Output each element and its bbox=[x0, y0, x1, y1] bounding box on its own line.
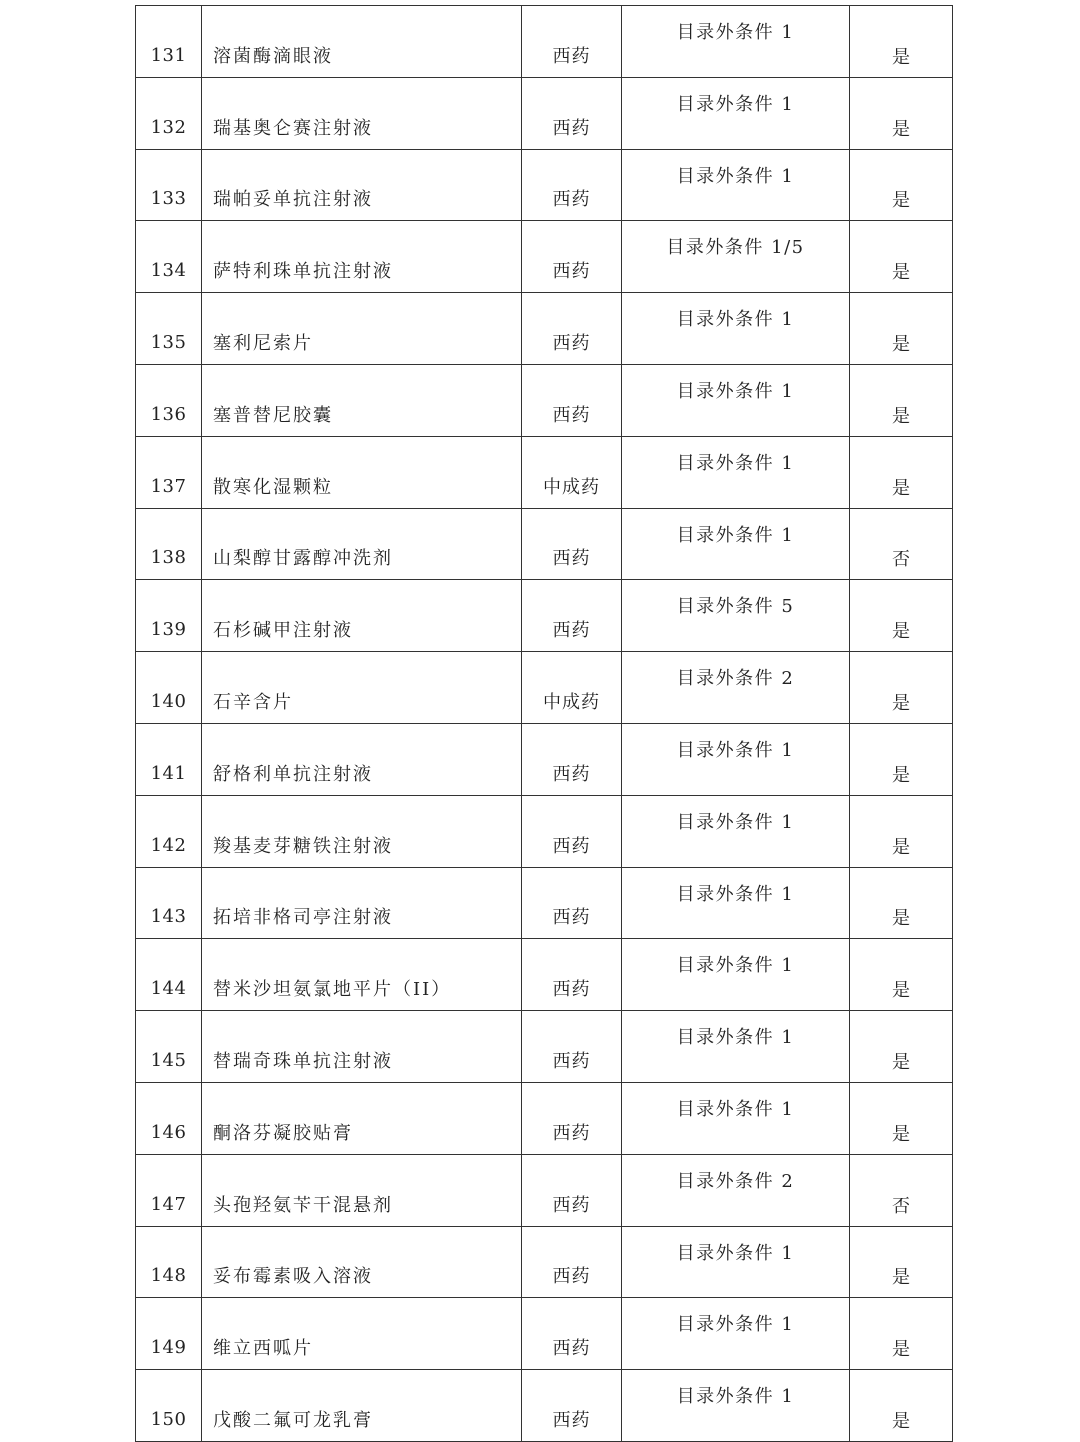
drug-name: 散寒化湿颗粒 bbox=[202, 436, 522, 508]
table-row bbox=[136, 1370, 953, 1442]
drug-name: 石杉碱甲注射液 bbox=[202, 580, 522, 652]
catalog-condition: 目录外条件 1 bbox=[622, 364, 850, 436]
yes-no-flag: 是 bbox=[850, 1082, 953, 1154]
drug-name: 酮洛芬凝胶贴膏 bbox=[202, 1082, 522, 1154]
drug-type: 西药 bbox=[522, 221, 622, 293]
catalog-condition: 目录外条件 1 bbox=[622, 1011, 850, 1083]
catalog-condition: 目录外条件 1 bbox=[622, 149, 850, 221]
yes-no-flag: 是 bbox=[850, 6, 953, 78]
drug-type: 西药 bbox=[522, 1154, 622, 1226]
row-number: 140 bbox=[136, 652, 202, 724]
drug-name: 溶菌酶滴眼液 bbox=[202, 6, 522, 78]
catalog-condition: 目录外条件 1 bbox=[622, 1298, 850, 1370]
row-number: 134 bbox=[136, 221, 202, 293]
table-row bbox=[136, 1011, 953, 1083]
drug-type: 西药 bbox=[522, 1226, 622, 1298]
table-row bbox=[136, 723, 953, 795]
catalog-condition: 目录外条件 1 bbox=[622, 1226, 850, 1298]
catalog-condition: 目录外条件 1 bbox=[622, 508, 850, 580]
yes-no-flag: 否 bbox=[850, 508, 953, 580]
drug-name: 塞利尼索片 bbox=[202, 293, 522, 365]
table-row bbox=[136, 6, 953, 78]
yes-no-flag: 是 bbox=[850, 364, 953, 436]
drug-type: 西药 bbox=[522, 1370, 622, 1442]
row-number: 139 bbox=[136, 580, 202, 652]
row-number: 144 bbox=[136, 939, 202, 1011]
drug-name: 瑞基奥仑赛注射液 bbox=[202, 77, 522, 149]
table-row bbox=[136, 1298, 953, 1370]
row-number: 146 bbox=[136, 1082, 202, 1154]
drug-name: 萨特利珠单抗注射液 bbox=[202, 221, 522, 293]
yes-no-flag: 是 bbox=[850, 1298, 953, 1370]
row-number: 138 bbox=[136, 508, 202, 580]
drug-name: 石辛含片 bbox=[202, 652, 522, 724]
table-row bbox=[136, 293, 953, 365]
table-row bbox=[136, 795, 953, 867]
table-row bbox=[136, 652, 953, 724]
drug-type: 西药 bbox=[522, 723, 622, 795]
table-row bbox=[136, 149, 953, 221]
row-number: 141 bbox=[136, 723, 202, 795]
drug-name: 妥布霉素吸入溶液 bbox=[202, 1226, 522, 1298]
drug-type: 西药 bbox=[522, 795, 622, 867]
drug-list-table bbox=[135, 5, 953, 1442]
yes-no-flag: 是 bbox=[850, 1011, 953, 1083]
yes-no-flag: 是 bbox=[850, 580, 953, 652]
table-row bbox=[136, 508, 953, 580]
row-number: 135 bbox=[136, 293, 202, 365]
catalog-condition: 目录外条件 1 bbox=[622, 795, 850, 867]
drug-type: 西药 bbox=[522, 508, 622, 580]
yes-no-flag: 是 bbox=[850, 795, 953, 867]
catalog-condition: 目录外条件 1 bbox=[622, 77, 850, 149]
table-row bbox=[136, 221, 953, 293]
table-row bbox=[136, 436, 953, 508]
catalog-condition: 目录外条件 1/5 bbox=[622, 221, 850, 293]
yes-no-flag: 是 bbox=[850, 221, 953, 293]
drug-type: 西药 bbox=[522, 149, 622, 221]
row-number: 137 bbox=[136, 436, 202, 508]
drug-type: 西药 bbox=[522, 580, 622, 652]
drug-name: 塞普替尼胶囊 bbox=[202, 364, 522, 436]
yes-no-flag: 是 bbox=[850, 652, 953, 724]
yes-no-flag: 是 bbox=[850, 867, 953, 939]
catalog-condition: 目录外条件 1 bbox=[622, 1370, 850, 1442]
row-number: 143 bbox=[136, 867, 202, 939]
drug-name: 瑞帕妥单抗注射液 bbox=[202, 149, 522, 221]
drug-type: 中成药 bbox=[522, 436, 622, 508]
yes-no-flag: 是 bbox=[850, 1370, 953, 1442]
row-number: 131 bbox=[136, 6, 202, 78]
drug-type: 西药 bbox=[522, 293, 622, 365]
row-number: 136 bbox=[136, 364, 202, 436]
drug-name: 山梨醇甘露醇冲洗剂 bbox=[202, 508, 522, 580]
catalog-condition: 目录外条件 1 bbox=[622, 6, 850, 78]
drug-type: 西药 bbox=[522, 1298, 622, 1370]
drug-name: 舒格利单抗注射液 bbox=[202, 723, 522, 795]
drug-name: 替米沙坦氨氯地平片（II） bbox=[202, 939, 522, 1011]
catalog-condition: 目录外条件 1 bbox=[622, 939, 850, 1011]
row-number: 150 bbox=[136, 1370, 202, 1442]
catalog-condition: 目录外条件 1 bbox=[622, 436, 850, 508]
drug-name: 替瑞奇珠单抗注射液 bbox=[202, 1011, 522, 1083]
table-row bbox=[136, 77, 953, 149]
catalog-condition: 目录外条件 1 bbox=[622, 1082, 850, 1154]
drug-name: 羧基麦芽糖铁注射液 bbox=[202, 795, 522, 867]
row-number: 142 bbox=[136, 795, 202, 867]
catalog-condition: 目录外条件 5 bbox=[622, 580, 850, 652]
table-row bbox=[136, 939, 953, 1011]
yes-no-flag: 是 bbox=[850, 939, 953, 1011]
table-row bbox=[136, 1154, 953, 1226]
catalog-condition: 目录外条件 2 bbox=[622, 652, 850, 724]
table-row bbox=[136, 580, 953, 652]
catalog-condition: 目录外条件 1 bbox=[622, 867, 850, 939]
row-number: 149 bbox=[136, 1298, 202, 1370]
drug-type: 西药 bbox=[522, 867, 622, 939]
drug-type: 西药 bbox=[522, 364, 622, 436]
catalog-condition: 目录外条件 1 bbox=[622, 723, 850, 795]
row-number: 145 bbox=[136, 1011, 202, 1083]
row-number: 148 bbox=[136, 1226, 202, 1298]
row-number: 132 bbox=[136, 77, 202, 149]
table-row bbox=[136, 1226, 953, 1298]
drug-name: 维立西呱片 bbox=[202, 1298, 522, 1370]
drug-name: 拓培非格司亭注射液 bbox=[202, 867, 522, 939]
drug-type: 西药 bbox=[522, 939, 622, 1011]
drug-type: 中成药 bbox=[522, 652, 622, 724]
drug-name: 头孢羟氨苄干混悬剂 bbox=[202, 1154, 522, 1226]
yes-no-flag: 否 bbox=[850, 1154, 953, 1226]
yes-no-flag: 是 bbox=[850, 723, 953, 795]
drug-type: 西药 bbox=[522, 1082, 622, 1154]
yes-no-flag: 是 bbox=[850, 77, 953, 149]
catalog-condition: 目录外条件 1 bbox=[622, 293, 850, 365]
yes-no-flag: 是 bbox=[850, 1226, 953, 1298]
table-row bbox=[136, 1082, 953, 1154]
drug-type: 西药 bbox=[522, 77, 622, 149]
table-row bbox=[136, 364, 953, 436]
drug-type: 西药 bbox=[522, 1011, 622, 1083]
catalog-condition: 目录外条件 2 bbox=[622, 1154, 850, 1226]
drug-name: 戊酸二氟可龙乳膏 bbox=[202, 1370, 522, 1442]
row-number: 147 bbox=[136, 1154, 202, 1226]
row-number: 133 bbox=[136, 149, 202, 221]
yes-no-flag: 是 bbox=[850, 293, 953, 365]
drug-type: 西药 bbox=[522, 6, 622, 78]
yes-no-flag: 是 bbox=[850, 149, 953, 221]
yes-no-flag: 是 bbox=[850, 436, 953, 508]
table-row bbox=[136, 867, 953, 939]
